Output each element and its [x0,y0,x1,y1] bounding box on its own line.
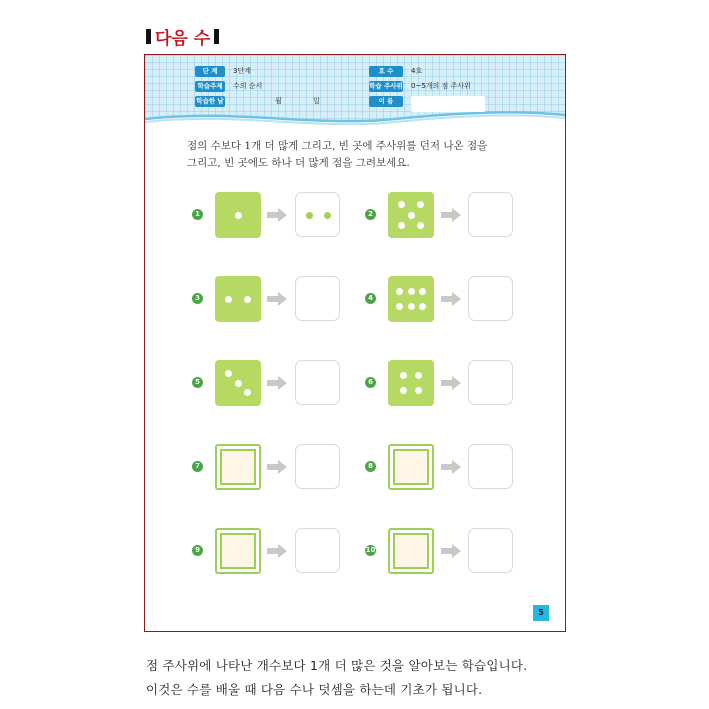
answer-box-7[interactable] [295,444,340,489]
month-label: 월 [275,97,282,105]
answer-box-4[interactable] [468,276,513,321]
problem-die-1 [215,192,261,238]
draw-area[interactable] [393,449,429,485]
die-dot [408,212,415,219]
die-dot [235,212,242,219]
number-value: 4호 [411,67,423,75]
problem-number-9: 9 [192,545,203,556]
right-arrow-icon [267,208,287,222]
material-label: 학습 주사위 [369,82,403,90]
stage-value: 3단계 [233,67,251,75]
die-dot [408,288,415,295]
die-dot [398,222,405,229]
die-dot [235,380,242,387]
answer-box-10[interactable] [468,528,513,573]
worksheet [144,54,566,632]
right-arrow-icon [441,376,461,390]
problem-die-10[interactable] [388,528,434,574]
problem-number-8: 8 [365,461,376,472]
page-title-text: 다음 수 [155,29,211,49]
problem-die-9[interactable] [215,528,261,574]
name-field[interactable] [411,96,485,112]
problem-number-3: 3 [192,293,203,304]
problem-die-5 [215,360,261,406]
caption-line-2: 이것은 수를 배울 때 다음 수나 덧셈을 하는데 기초가 됩니다. [146,682,483,697]
die-dot [244,389,251,396]
answer-box-5[interactable] [295,360,340,405]
die-dot [415,387,422,394]
die-dot [419,288,426,295]
answer-box-8[interactable] [468,444,513,489]
die-dot [417,222,424,229]
caption-line-1: 점 주사위에 나타난 개수보다 1개 더 많은 것을 알아보는 학습입니다. [146,658,528,673]
die-dot [396,303,403,310]
answer-box-2[interactable] [468,192,513,237]
right-arrow-icon [441,292,461,306]
instruction-line-1: 점의 수보다 1개 더 많게 그리고, 빈 곳에 주사위를 던저 나온 점을 [187,140,488,152]
instruction-line-2: 그리고, 빈 곳에도 하나 더 많게 점을 그려보세요. [187,157,410,169]
problem-die-7[interactable] [215,444,261,490]
problem-number-7: 7 [192,461,203,472]
header-wave [145,107,565,133]
die-dot [400,372,407,379]
die-dot [417,201,424,208]
page-number: 5 [533,605,549,621]
day-label: 일 [313,97,320,105]
number-label: 호 수 [369,66,403,77]
die-dot [419,303,426,310]
draw-area[interactable] [393,533,429,569]
problem-number-6: 6 [365,377,376,388]
topic-value: 수의 순서 [233,82,263,90]
die-dot [400,387,407,394]
date-label: 학습한 날 [196,97,224,105]
die-dot [225,296,232,303]
name-label: 이 름 [369,96,403,107]
draw-area[interactable] [220,449,256,485]
answer-box-3[interactable] [295,276,340,321]
die-dot [306,212,313,219]
die-dot [225,370,232,377]
instructions [187,138,527,172]
problem-number-10: 10 [365,546,376,554]
topic-label: 학습주제 [195,81,225,92]
die-dot [415,372,422,379]
right-arrow-icon [267,544,287,558]
die-dot [398,201,405,208]
problem-die-8[interactable] [388,444,434,490]
page-title [146,24,219,49]
die-dot [244,296,251,303]
answer-box-1[interactable] [295,192,340,237]
problem-die-3 [215,276,261,322]
right-arrow-icon [267,460,287,474]
right-arrow-icon [441,208,461,222]
die-dot [324,212,331,219]
right-arrow-icon [267,376,287,390]
stage-label: 단 계 [195,66,225,77]
problem-die-6 [388,360,434,406]
problem-die-4 [388,276,434,322]
material-value: 0~5개의 점 주사위 [411,82,471,90]
right-arrow-icon [441,460,461,474]
problem-die-2 [388,192,434,238]
problem-number-5: 5 [192,377,203,388]
right-arrow-icon [267,292,287,306]
answer-box-9[interactable] [295,528,340,573]
title-bar-right [214,29,219,44]
title-bar-left [146,29,151,44]
right-arrow-icon [441,544,461,558]
die-dot [396,288,403,295]
problem-number-1: 1 [192,209,203,220]
draw-area[interactable] [220,533,256,569]
problem-number-4: 4 [365,293,376,304]
problem-number-2: 2 [365,209,376,220]
answer-box-6[interactable] [468,360,513,405]
die-dot [408,303,415,310]
